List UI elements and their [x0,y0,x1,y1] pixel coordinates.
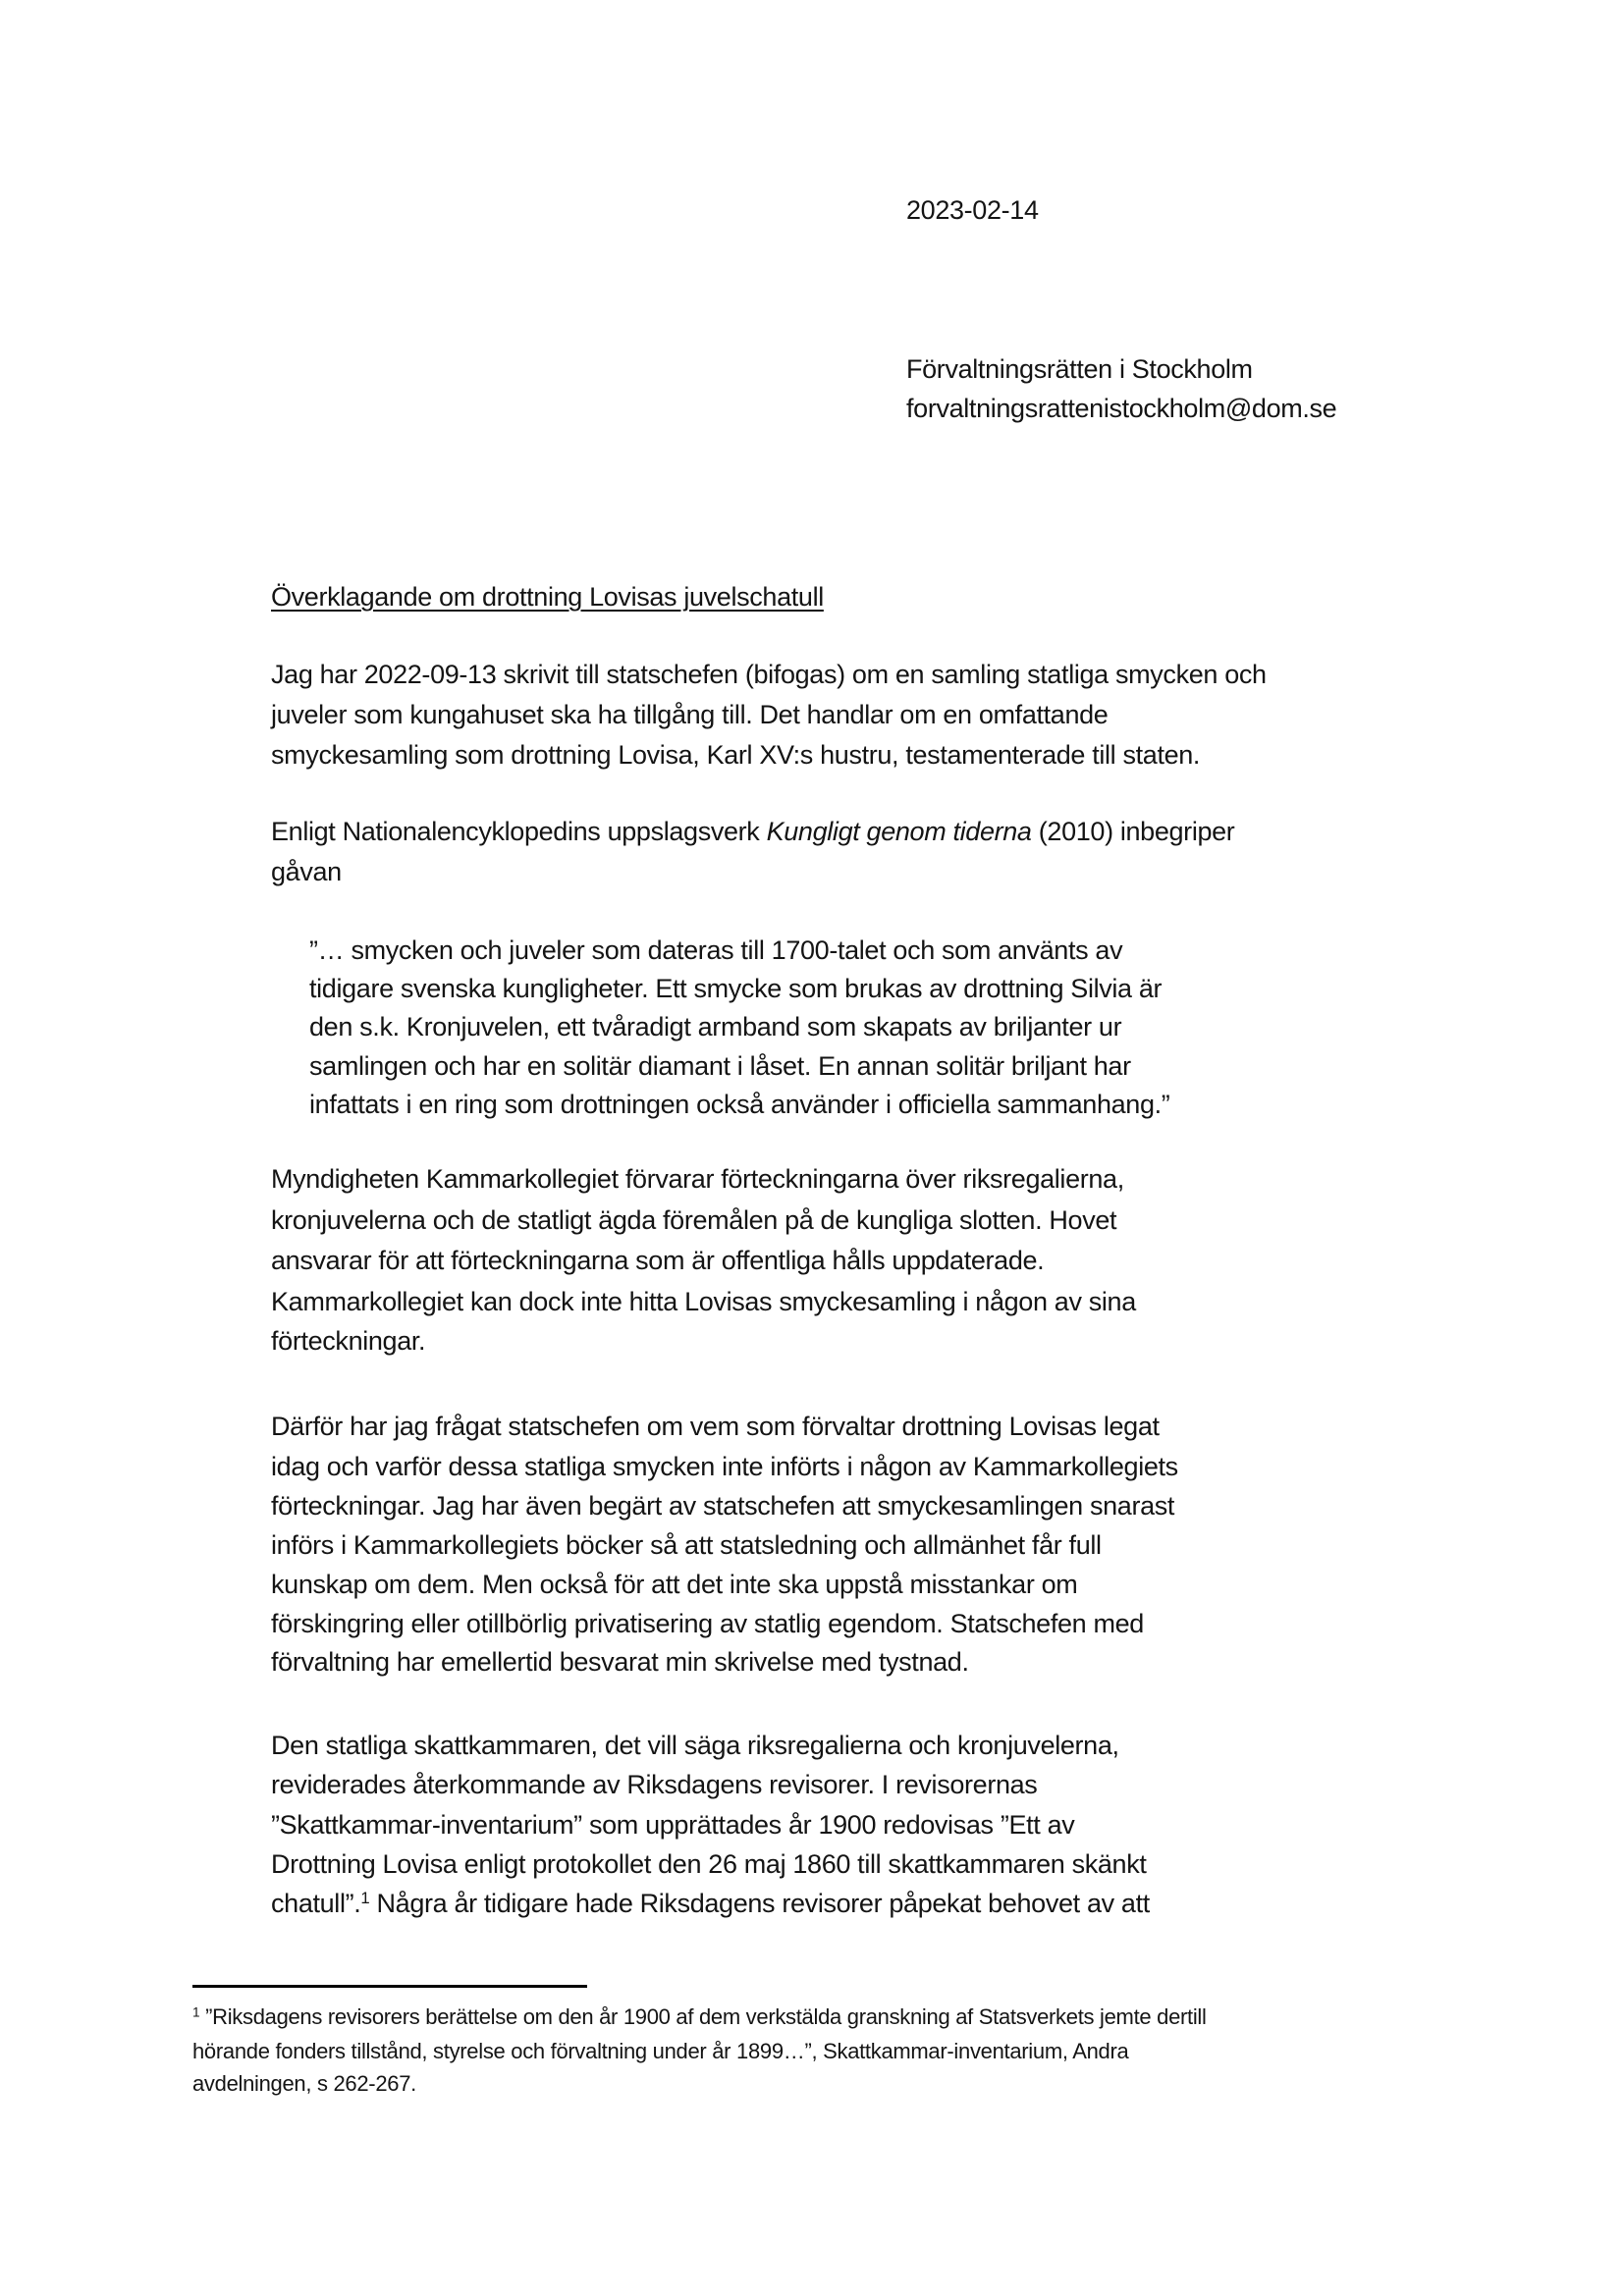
paragraph-line: ”Skattkammar-inventarium” som upprättades år 1900 redovisas ”Ett av [271,1810,1075,1840]
footnote-line [192,2006,1207,2028]
quote-line: ”… smycken och juveler som dateras till 1700-talet och som använts av [309,935,1123,965]
paragraph-line: Drottning Lovisa enligt protokollet den 26 maj 1860 till skattkammaren skänkt [271,1849,1147,1879]
text-run: (2010) inbegriper [1031,817,1235,846]
paragraph-line: Myndigheten Kammarkollegiet förvarar förteckningarna över riksregalierna, [271,1164,1124,1194]
footnote-reference[interactable]: 1 [360,1888,370,1907]
paragraph-line: smyckesamling som drottning Lovisa, Karl XV:s hustru, testamenterade till staten. [271,740,1201,770]
paragraph-line: ansvarar för att förteckningarna som är offentliga hålls uppdaterade. [271,1246,1045,1275]
paragraph-line: förvaltning har emellertid besvarat min skrivelse med tystnad. [271,1647,969,1677]
paragraph-line [271,819,1234,845]
paragraph-line: gåvan [271,857,342,886]
paragraph-line: kunskap om dem. Men också för att det inte ska uppstå misstankar om [271,1570,1078,1599]
footnote-separator [192,1985,587,1988]
text-run: ”Riksdagens revisorers berättelse om den år 1900 af dem verkstälda granskning af Statsverkets jemte dertill [199,2004,1207,2029]
recipient-email: forvaltningsrattenistockholm@dom.se [906,394,1337,423]
quote-line: infattats i en ring som drottningen också använder i officiella sammanhang.” [309,1090,1170,1119]
paragraph-line: förskingring eller otillbörlig privatisering av statlig egendom. Statschefen med [271,1609,1144,1638]
paragraph-line: Den statliga skattkammaren, det vill säga riksregalierna och kronjuvelerna, [271,1731,1119,1760]
paragraph-line: Kammarkollegiet kan dock inte hitta Lovisas smyckesamling i någon av sina [271,1287,1136,1316]
paragraph-line: idag och varför dessa statliga smycken inte införts i någon av Kammarkollegiets [271,1452,1178,1481]
letter-date: 2023-02-14 [906,195,1039,225]
footnote-line: avdelningen, s 262-267. [192,2071,416,2096]
quote-line: samlingen och har en solitär diamant i låset. En annan solitär briljant har [309,1051,1131,1081]
paragraph-line: förteckningar. Jag har även begärt av statschefen att smyckesamlingen snarast [271,1491,1175,1521]
footnote-number: 1 [192,2004,200,2020]
paragraph-line: Jag har 2022-09-13 skrivit till statschefen (bifogas) om en samling statliga smycken och [271,660,1267,689]
text-run: Några år tidigare hade Riksdagens revisorer påpekat behovet av att [369,1889,1150,1918]
paragraph-line: förteckningar. [271,1326,426,1356]
text-run: chatull”. [271,1889,361,1918]
quote-line: den s.k. Kronjuvelen, ett tvåradigt armband som skapats av briljanter ur [309,1012,1122,1041]
paragraph-line: reviderades återkommande av Riksdagens revisorer. I revisorernas [271,1770,1038,1799]
paragraph-line: införs i Kammarkollegiets böcker så att statsledning och allmänhet får full [271,1530,1102,1560]
paragraph-line: juveler som kungahuset ska ha tillgång till. Det handlar om en omfattande [271,700,1109,729]
text-run: Enligt Nationalencyklopedins uppslagsverk [271,817,767,846]
recipient-name: Förvaltningsrätten i Stockholm [906,354,1253,384]
paragraph-line: Därför har jag frågat statschefen om vem som förvaltar drottning Lovisas legat [271,1412,1160,1441]
book-title: Kungligt genom tiderna [766,817,1032,846]
paragraph-line [271,1888,1150,1918]
quote-line: tidigare svenska kungligheter. Ett smycke som brukas av drottning Silvia är [309,974,1163,1003]
paragraph-line: kronjuvelerna och de statligt ägda föremålen på de kungliga slotten. Hovet [271,1205,1117,1235]
letter-title: Överklagande om drottning Lovisas juvelschatull [271,582,824,612]
footnote-line: hörande fonders tillstånd, styrelse och förvaltning under år 1899…”, Skattkammar-inventarium, Andra [192,2039,1129,2063]
